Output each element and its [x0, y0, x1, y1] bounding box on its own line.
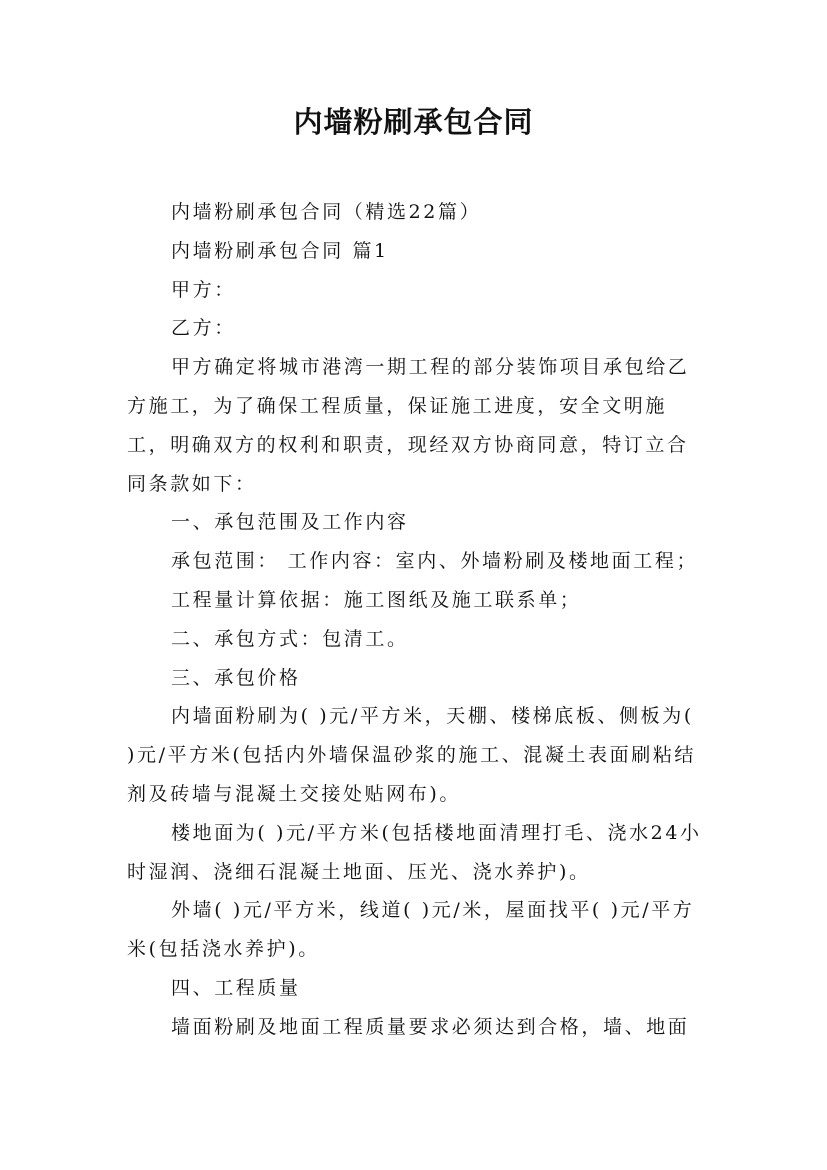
paragraph-preamble: 甲方确定将城市港湾一期工程的部分装饰项目承包给乙方施工，为了确保工程质量，保证施工进度，安全文明施工，明确双方的权利和职责，现经双方协商同意，特订立合同条款如下： [127, 356, 690, 495]
paragraph-clause-1-heading: 一、承包范围及工作内容 [171, 511, 409, 534]
paragraph-section-heading: 内墙粉刷承包合同 篇1 [171, 239, 389, 262]
paragraph-interior-price: 内墙面粉刷为( )元/平方米，天棚、楼梯底板、侧板为( )元/平方米(包括内外墙保温砂浆的施工、混凝土表面刷粘结剂及砖墙与混凝土交接处贴网布)。 [127, 705, 697, 805]
paragraph-exterior-price: 外墙( )元/平方米，线道( )元/米，屋面找平( )元/平方米(包括浇水养护)。 [127, 899, 695, 961]
paragraph-clause-3-heading: 三、承包价格 [171, 666, 301, 689]
paragraph-quality: 墙面粉刷及地面工程质量要求必须达到合格，墙、地面 [171, 1015, 690, 1038]
paragraph-subtitle: 内墙粉刷承包合同（精选22篇） [171, 201, 482, 223]
paragraph-clause-4-heading: 四、工程质量 [171, 976, 301, 999]
paragraph-floor-price: 楼地面为( )元/平方米(包括楼地面清理打毛、浇水24小时湿润、浇细石混凝土地面、压光、浇水养护)。 [127, 821, 702, 883]
paragraph-scope: 承包范围： 工作内容：室内、外墙粉刷及楼地面工程； [171, 550, 699, 573]
paragraph-party-b: 乙方： [171, 317, 236, 340]
document-title: 内墙粉刷承包合同 [293, 105, 534, 139]
paragraph-party-a: 甲方： [171, 278, 236, 301]
paragraph-quantity-basis: 工程量计算依据：施工图纸及施工联系单； [171, 588, 582, 611]
document-body [127, 193, 707, 1047]
paragraph-clause-2: 二、承包方式：包清工。 [171, 627, 409, 650]
